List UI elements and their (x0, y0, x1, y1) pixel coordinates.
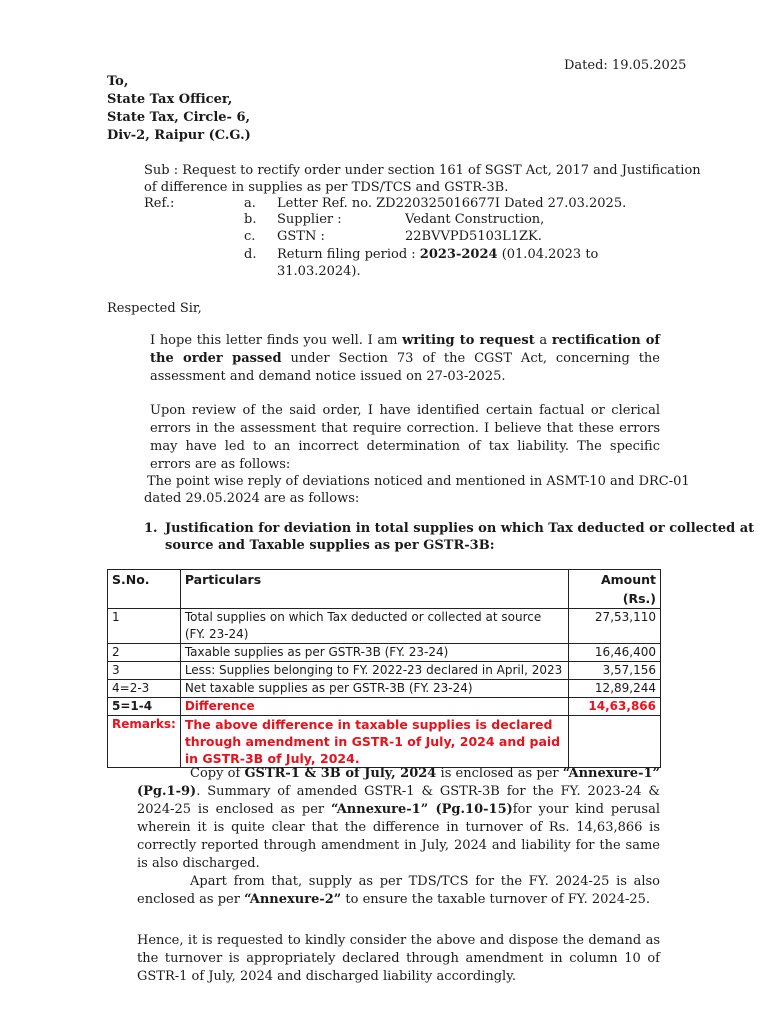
paragraph-request-dispose: Hence, it is requested to kindly consider the above and dispose the demand as the turnover is appropriately declared through amendment in column 10 of GSTR-1 of July, 2024 and discharged liability accordingly. (137, 933, 660, 984)
ref-a-letter: a. (244, 196, 256, 211)
ref-label: Ref.: (144, 196, 175, 211)
cell-amount: 12,89,244 (569, 680, 661, 698)
point-1-heading-line-1: Justification for deviation in total supplies on which Tax deducted or collected at (165, 521, 755, 536)
ref-c-value: 22BVVPD5103L1ZK. (405, 229, 542, 244)
paragraph-review: Upon review of the said order, I have identified certain factual or clerical errors in the assessment that require correction. I believe that these errors may have led to an incorrect determination of tax liability. The specific errors are as follows: (150, 403, 660, 472)
cell-amount: 16,46,400 (569, 644, 661, 662)
ref-b-label: Supplier : (277, 212, 342, 227)
address-line-2: State Tax Officer, (107, 92, 233, 107)
paragraph-pointwise-line-2: dated 29.05.2024 are as follows: (144, 491, 360, 506)
cell-sno: 1 (108, 609, 181, 644)
table-row (108, 662, 661, 680)
paragraph-annexure-2: Apart from that, supply as per TDS/TCS for the FY. 2024-25 is also enclosed as per “Annexure-2” to ensure the taxable turnover of FY. 2024-25. (137, 874, 660, 907)
ref-c-label: GSTN : (277, 229, 325, 244)
address-line-4: Div-2, Raipur (C.G.) (107, 128, 251, 143)
subject-line-1: Sub : Request to rectify order under section 161 of SGST Act, 2017 and Justification (144, 163, 701, 178)
cell-sno: 2 (108, 644, 181, 662)
remarks-label: Remarks: (108, 716, 181, 768)
cell-sno: 3 (108, 662, 181, 680)
letter-date: Dated: 19.05.2025 (564, 58, 687, 73)
deviation-table (107, 569, 661, 768)
table-row (108, 609, 661, 644)
cell-sno: 4=2-3 (108, 680, 181, 698)
cell-sno: 5=1-4 (108, 698, 181, 716)
column-header-particulars: Particulars (180, 570, 569, 609)
column-header-sno: S.No. (108, 570, 181, 609)
table-row (108, 680, 661, 698)
subject-line-2: of difference in supplies as per TDS/TCS and GSTR-3B. (144, 180, 509, 195)
ref-d-line-1: Return filing period : 2023-2024 (01.04.2023 to (277, 247, 599, 262)
table-header-row (108, 570, 661, 609)
cell-amount: 3,57,156 (569, 662, 661, 680)
remarks-text: The above difference in taxable supplies is declared through amendment in GSTR-1 of July, 2024 and paid in GSTR-3B of July, 2024. (180, 716, 569, 768)
ref-b-letter: b. (244, 212, 257, 227)
point-1-number: 1. (144, 521, 158, 536)
salutation: Respected Sir, (107, 301, 202, 316)
paragraph-request: I hope this letter finds you well. I am writing to request a rectification of the order passed under Section 73 of the CGST Act, concerning the assessment and demand notice issued on 27-03-2025. (150, 333, 660, 384)
table-row-remarks (108, 716, 661, 768)
ref-a-text: Letter Ref. no. ZD220325016677I Dated 27.03.2025. (277, 196, 627, 211)
ref-d-letter: d. (244, 247, 257, 262)
cell-particulars: Less: Supplies belonging to FY. 2022-23 declared in April, 2023 (180, 662, 569, 680)
table-row (108, 644, 661, 662)
paragraph-pointwise-line-1: The point wise reply of deviations noticed and mentioned in ASMT-10 and DRC-01 (147, 474, 690, 489)
point-1-heading-line-2: source and Taxable supplies as per GSTR-3B: (165, 538, 495, 553)
paragraph-annexure-1: Copy of GSTR-1 & 3B of July, 2024 is enclosed as per “Annexure-1” (Pg.1-9). Summary of amended GSTR-1 & GSTR-3B for the FY. 2023-24 & 2024-25 is enclosed as per “Annexure-1” (Pg.10-15)for your kind perusal wherein it is quite clear that the difference in turnover of Rs. 14,63,866 is correctly reported through amendment in July, 2024 and liability for the same is also discharged. (137, 766, 660, 871)
table-row-difference (108, 698, 661, 716)
cell-particulars: Total supplies on which Tax deducted or collected at source (FY. 23-24) (180, 609, 569, 644)
remarks-amount-empty (569, 716, 661, 768)
cell-amount: 27,53,110 (569, 609, 661, 644)
ref-c-letter: c. (244, 229, 256, 244)
address-line-1: To, (107, 74, 129, 89)
column-header-amount: Amount (Rs.) (569, 570, 661, 609)
cell-amount: 14,63,866 (569, 698, 661, 716)
ref-b-value: Vedant Construction, (405, 212, 545, 227)
cell-particulars: Taxable supplies as per GSTR-3B (FY. 23-24) (180, 644, 569, 662)
cell-particulars: Net taxable supplies as per GSTR-3B (FY. 23-24) (180, 680, 569, 698)
ref-d-line-2: 31.03.2024). (277, 264, 361, 279)
address-line-3: State Tax, Circle- 6, (107, 110, 251, 125)
cell-particulars: Difference (180, 698, 569, 716)
